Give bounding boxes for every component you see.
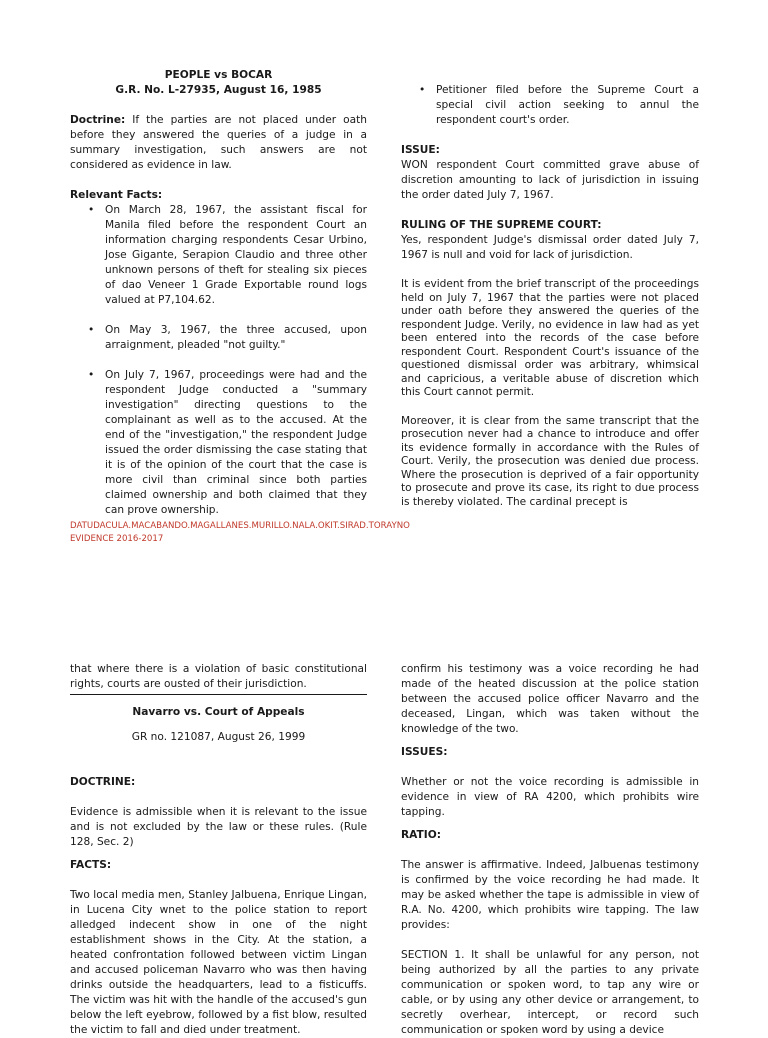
document-page-2	[0, 655, 768, 1036]
section-divider	[70, 694, 367, 695]
continued-text: that where there is a violation of basic constitutional rights, courts are ousted of their jurisdiction.	[70, 663, 367, 690]
doctrine-paragraph	[70, 113, 367, 173]
footer-authors: DATUDACULA.MACABANDO.MAGALLANES.MURILLO.NALA.OKIT.SIRAD.TORAYNO	[70, 521, 410, 531]
ruling-heading: RULING OF THE SUPREME COURT:	[401, 219, 602, 231]
page1-right-column	[401, 83, 699, 509]
doctrine-heading: DOCTRINE:	[70, 776, 136, 788]
list-item: • On March 28, 1967, the assistant fiscal for Manila filed before the respondent Court an information charging respondents Cesar Urbino, Jose Gigante, Serapion Claudio and three other unknown persons of theft for stealing six pieces of dao Veneer 1 Grade Exportable round logs valued at P7,104.62.	[70, 203, 367, 308]
ratio-text: The answer is affirmative. Indeed, Jalbuenas testimony is confirmed by the voice recording he had made. It may be asked whether the tape is admissible in view of R.A. No. 4200, which prohibits wire tapping. The law provides:	[401, 859, 699, 931]
footer-course: EVIDENCE 2016-2017	[70, 534, 164, 544]
list-item: • Petitioner filed before the Supreme Court a special civil action seeking to annul the respondent court's order.	[401, 83, 699, 128]
facts-list	[70, 203, 367, 518]
ruling-text: Yes, respondent Judge's dismissal order dated July 7, 1967 is null and void for lack of jurisdiction.	[401, 234, 699, 261]
page-gap	[0, 560, 768, 655]
page1-left-column	[70, 68, 367, 518]
ruling-paragraph-2: It is evident from the brief transcript of the proceedings held on July 7, 1967 that the parties were not placed under oath before they answered the queries of the respondent Judge. Verily, no evidence in law had as yet been entered into the records of the case before respondent Court. Respondent Court's issuance of the questioned dismissal order was arbitrary, whimsical and capricious, a veritable abuse of discretion which this Court cannot permit.	[401, 278, 699, 398]
page2-left-column	[70, 662, 367, 1038]
doctrine-text: If the parties are not placed under oath before they answered the queries of a judge in a summary investigation, such answers are not considered as evidence in law.	[70, 114, 367, 171]
continued-testimony-text: confirm his testimony was a voice recording he had made of the heated discussion at the police station between the accused police officer Navarro and the deceased, Lingan, which was taken without the knowledge of the two.	[401, 663, 699, 735]
doctrine-text: Evidence is admissible when it is relevant to the issue and is not excluded by the law or these rules. (Rule 128, Sec. 2)	[70, 806, 367, 848]
facts-text: Two local media men, Stanley Jalbuena, Enrique Lingan, in Lucena City wnet to the police station to report alledged indecent show in one of the night establishment shows in the City. At the station, a heated confrontation followed between victim Lingan and accused policeman Navarro who was then having drinks outside the headquarters, lead to a fisticuffs. The victim was hit with the handle of the accused's gun below the left eyebrow, followed by a fist blow, resulted the victim to fall and died under treatment.	[70, 889, 367, 1036]
case-title: PEOPLE vs BOCAR	[164, 69, 273, 81]
right-bullet-list	[401, 83, 699, 128]
issues-heading: ISSUES:	[401, 746, 448, 758]
relevant-facts-heading: Relevant Facts:	[70, 189, 163, 201]
case-gr-number: G.R. No. L-27935, August 16, 1985	[115, 84, 322, 96]
list-item: • On May 3, 1967, the three accused, upon arraignment, pleaded "not guilty."	[70, 323, 367, 353]
list-item: • On July 7, 1967, proceedings were had and the respondent Judge conducted a "summary investigation" directing questions to the complainant as well as to the accused. At the end of the "investigation," the respondent Judge issued the order dismissing the case stating that it is of the opinion of the court that the case is more civil than criminal since both parties claimed ownership and both claimed that they can prove ownership.	[70, 368, 367, 518]
case-title: Navarro vs. Court of Appeals	[132, 706, 305, 718]
facts-heading: FACTS:	[70, 859, 112, 871]
ratio-heading: RATIO:	[401, 829, 441, 841]
section-text: SECTION 1. It shall be unlawful for any person, not being authorized by all the parties to any private communication or spoken word, to tap any wire or cable, or by using any other device or arrangement, to secretly overhear, intercept, or record such communication or spoken word by using a device	[401, 949, 699, 1036]
page-footer	[70, 520, 470, 546]
doctrine-label: Doctrine:	[70, 114, 126, 126]
issue-heading: ISSUE:	[401, 144, 440, 156]
page2-right-column	[401, 662, 699, 1038]
issue-text: WON respondent Court committed grave abuse of discretion amounting to lack of jurisdiction in issuing the order dated July 7, 1967.	[401, 159, 699, 201]
issues-text: Whether or not the voice recording is admissible in evidence in view of RA 4200, which prohibits wire tapping.	[401, 776, 699, 818]
case-gr-number: GR no. 121087, August 26, 1999	[131, 731, 306, 743]
ruling-paragraph-3: Moreover, it is clear from the same transcript that the prosecution never had a chance to introduce and offer its evidence formally in accordance with the Rules of Court. Verily, the prosecution was denied due process. Where the prosecution is deprived of a fair opportunity to prosecute and prove its case, its right to due process is thereby violated. The cardinal precept is	[401, 414, 699, 508]
